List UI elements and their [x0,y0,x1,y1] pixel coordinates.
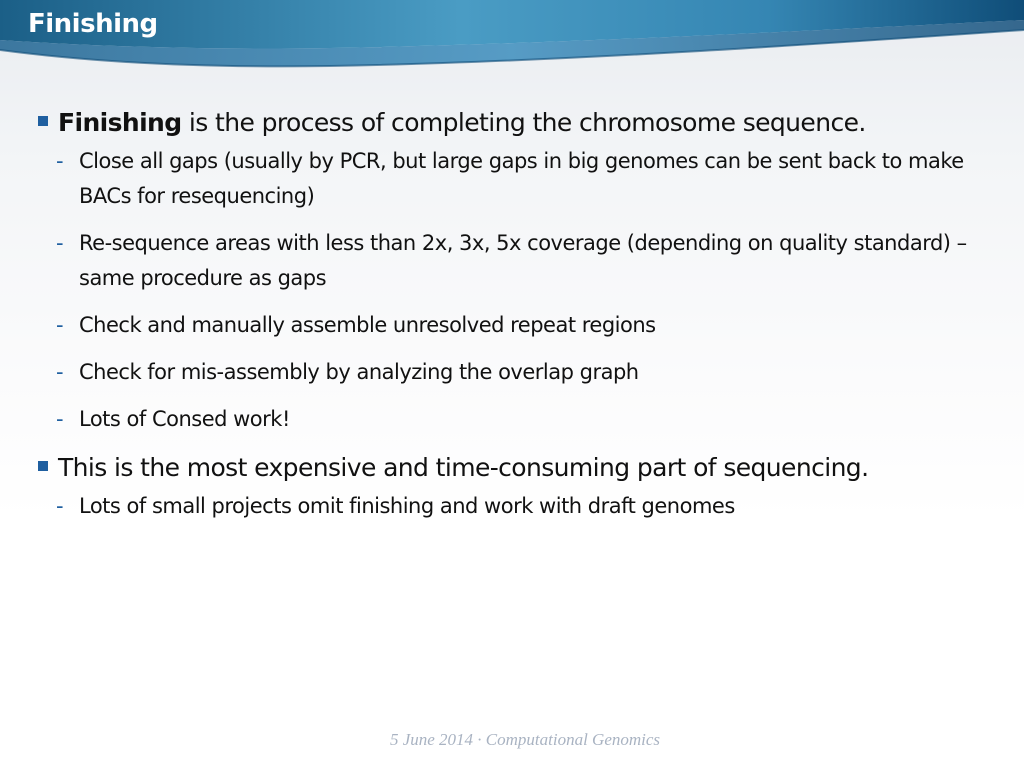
sub-item-close-gaps [36,144,996,214]
sub-item-text: Check and manually assemble unresolved repeat regions [79,313,656,337]
dash-bullet-icon: - [56,360,64,384]
bullet-finishing [36,104,996,142]
bullet-bold-term: Finishing [58,108,182,137]
sub-item-draft-genomes [36,489,996,524]
bullet-expensive [36,449,996,487]
sub-item-text: Close all gaps (usually by PCR, but large gaps in big genomes can be sent back to make BACs for resequencing) [79,149,964,208]
dash-bullet-icon: - [56,313,64,337]
dash-bullet-icon: - [56,494,64,518]
sub-item-mis-assembly [36,355,996,390]
dash-bullet-icon: - [56,231,64,255]
slide-body [36,104,996,524]
square-bullet-icon [38,116,48,126]
square-bullet-icon [38,461,48,471]
sub-item-text: Check for mis-assembly by analyzing the overlap graph [79,360,639,384]
dash-bullet-icon: - [56,407,64,431]
sub-item-repeat-regions [36,308,996,343]
slide-title: Finishing [28,9,158,39]
sub-item-resequence [36,226,996,296]
sub-item-text: Lots of small projects omit finishing and work with draft genomes [79,494,735,518]
sub-item-text: Lots of Consed work! [79,407,290,431]
sub-item-text: Re-sequence areas with less than 2x, 3x, 5x coverage (depending on quality standard) – same procedure as gaps [79,231,967,290]
slide-footer: 5 June 2014 · Computational Genomics [389,730,661,749]
title-banner [0,0,1024,80]
bullet-text: is the process of completing the chromosome sequence. [181,108,866,137]
sub-item-consed [36,402,996,437]
dash-bullet-icon: - [56,149,64,173]
bullet-text: This is the most expensive and time-consuming part of sequencing. [58,453,869,482]
